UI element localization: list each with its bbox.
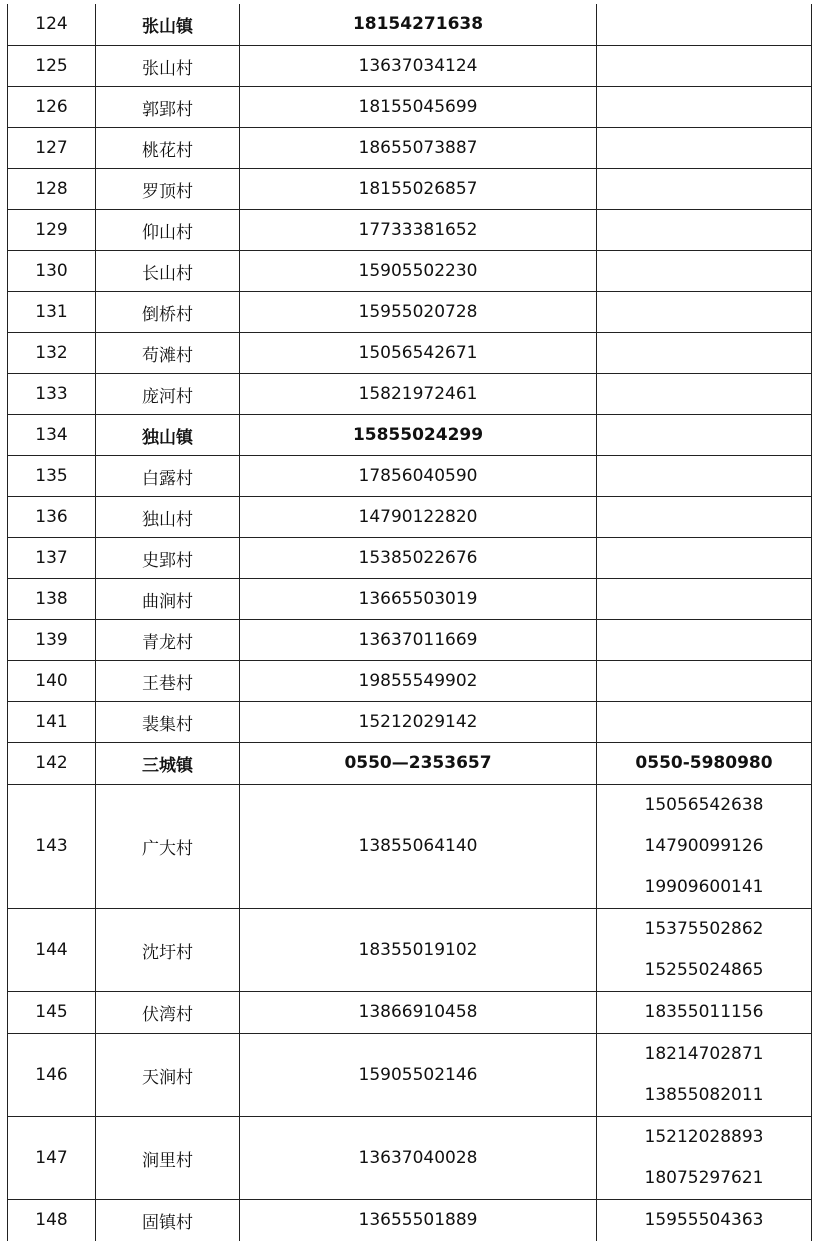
place-name-cell — [96, 619, 240, 660]
row-number: 131 — [8, 291, 96, 332]
row-number: 130 — [8, 250, 96, 291]
place-name: 桃花村 — [142, 140, 193, 161]
extra-phone-cell — [597, 291, 812, 332]
table-row — [8, 1033, 812, 1116]
extra-phone-cell — [597, 250, 812, 291]
table-row — [8, 537, 812, 578]
row-number: 145 — [8, 991, 96, 1033]
extra-phone-cell — [597, 414, 812, 455]
place-name-cell — [96, 86, 240, 127]
contact-table — [7, 4, 812, 1241]
extra-phone-cell — [597, 784, 812, 908]
table-row — [8, 701, 812, 742]
place-name: 史郢村 — [142, 550, 193, 571]
place-name-cell — [96, 373, 240, 414]
phone-number: 18355019102 — [240, 908, 597, 991]
place-name: 张山村 — [142, 58, 193, 79]
table-row — [8, 4, 812, 45]
table-body — [8, 4, 812, 1241]
place-name-cell — [96, 45, 240, 86]
row-number: 127 — [8, 127, 96, 168]
table-row — [8, 619, 812, 660]
table-row — [8, 455, 812, 496]
extra-phone-number: 14790099126 — [644, 835, 764, 856]
extra-phone-cell — [597, 1033, 812, 1116]
extra-phone-cell — [597, 373, 812, 414]
extra-phone-cell — [597, 578, 812, 619]
place-name: 裴集村 — [142, 714, 193, 735]
table-row — [8, 1199, 812, 1241]
place-name-cell — [96, 537, 240, 578]
phone-number: 0550—2353657 — [240, 742, 597, 784]
extra-phone-cell — [597, 660, 812, 701]
phone-number: 18155026857 — [240, 168, 597, 209]
phone-number: 13637034124 — [240, 45, 597, 86]
phone-number: 13637011669 — [240, 619, 597, 660]
table-row — [8, 991, 812, 1033]
extra-phone-cell — [597, 332, 812, 373]
place-name-cell — [96, 332, 240, 373]
extra-phone-cell — [597, 496, 812, 537]
extra-phone-cell — [597, 86, 812, 127]
phone-number: 17856040590 — [240, 455, 597, 496]
place-name: 青龙村 — [142, 632, 193, 653]
row-number: 129 — [8, 209, 96, 250]
place-name-cell — [96, 660, 240, 701]
place-name-cell — [96, 209, 240, 250]
phone-number: 17733381652 — [240, 209, 597, 250]
extra-phone-number: 15375502862 — [644, 918, 764, 939]
place-name: 倒桥村 — [142, 304, 193, 325]
table-row — [8, 45, 812, 86]
place-name: 独山镇 — [142, 427, 193, 448]
row-number: 139 — [8, 619, 96, 660]
table-row — [8, 660, 812, 701]
place-name-cell — [96, 4, 240, 45]
phone-number: 18154271638 — [240, 4, 597, 45]
place-name-cell — [96, 701, 240, 742]
phone-number: 14790122820 — [240, 496, 597, 537]
place-name: 天涧村 — [142, 1067, 193, 1088]
extra-phone-cell — [597, 127, 812, 168]
table-row — [8, 250, 812, 291]
extra-phone-cell — [597, 991, 812, 1033]
row-number: 144 — [8, 908, 96, 991]
row-number: 124 — [8, 4, 96, 45]
extra-phone-number: 13855082011 — [644, 1084, 764, 1105]
row-number: 132 — [8, 332, 96, 373]
extra-phone-cell — [597, 1116, 812, 1199]
extra-phone-cell — [597, 4, 812, 45]
place-name: 三城镇 — [142, 756, 193, 776]
place-name: 庞河村 — [142, 386, 193, 407]
place-name: 固镇村 — [142, 1213, 193, 1233]
extra-phone-cell — [597, 742, 812, 784]
extra-phone-number: 15212028893 — [644, 1126, 764, 1147]
place-name-cell — [96, 742, 240, 784]
table-row — [8, 908, 812, 991]
place-name: 沈圩村 — [142, 942, 193, 963]
extra-phone-cell — [597, 908, 812, 991]
row-number: 135 — [8, 455, 96, 496]
row-number: 137 — [8, 537, 96, 578]
place-name-cell — [96, 414, 240, 455]
place-name-cell — [96, 908, 240, 991]
place-name-cell — [96, 1199, 240, 1241]
phone-number: 13637040028 — [240, 1116, 597, 1199]
place-name-cell — [96, 127, 240, 168]
row-number: 148 — [8, 1199, 96, 1241]
row-number: 134 — [8, 414, 96, 455]
phone-number: 15056542671 — [240, 332, 597, 373]
phone-number: 13655501889 — [240, 1199, 597, 1241]
phone-number: 15905502230 — [240, 250, 597, 291]
place-name-cell — [96, 1116, 240, 1199]
place-name: 白露村 — [142, 468, 193, 489]
place-name-cell — [96, 250, 240, 291]
phone-number: 15385022676 — [240, 537, 597, 578]
place-name: 苟滩村 — [142, 345, 193, 366]
place-name-cell — [96, 496, 240, 537]
table-row — [8, 127, 812, 168]
place-name-cell — [96, 991, 240, 1033]
extra-phone-cell — [597, 619, 812, 660]
phone-number: 15905502146 — [240, 1033, 597, 1116]
table-row — [8, 332, 812, 373]
place-name-cell — [96, 784, 240, 908]
row-number: 143 — [8, 784, 96, 908]
extra-phone-number: 18214702871 — [644, 1043, 764, 1064]
extra-phone-number: 19909600141 — [644, 876, 764, 897]
table-row — [8, 291, 812, 332]
table-row — [8, 578, 812, 619]
phone-number: 13855064140 — [240, 784, 597, 908]
row-number: 138 — [8, 578, 96, 619]
place-name: 涧里村 — [142, 1150, 193, 1171]
place-name: 王巷村 — [142, 673, 193, 694]
phone-number: 13866910458 — [240, 991, 597, 1033]
phone-number: 19855549902 — [240, 660, 597, 701]
table-row — [8, 86, 812, 127]
row-number: 133 — [8, 373, 96, 414]
phone-number: 18155045699 — [240, 86, 597, 127]
place-name: 长山村 — [142, 263, 193, 284]
place-name: 仰山村 — [142, 222, 193, 243]
phone-number: 15212029142 — [240, 701, 597, 742]
phone-number: 18655073887 — [240, 127, 597, 168]
place-name: 罗顶村 — [142, 181, 193, 202]
row-number: 136 — [8, 496, 96, 537]
place-name: 独山村 — [142, 509, 193, 530]
extra-phone-number: 0550-5980980 — [635, 752, 773, 773]
row-number: 126 — [8, 86, 96, 127]
place-name: 广大村 — [142, 839, 193, 859]
extra-phone-cell — [597, 1199, 812, 1241]
table-row — [8, 168, 812, 209]
table-row — [8, 1116, 812, 1199]
table-row — [8, 209, 812, 250]
table-row — [8, 414, 812, 455]
row-number: 146 — [8, 1033, 96, 1116]
table-row — [8, 496, 812, 537]
place-name-cell — [96, 1033, 240, 1116]
extra-phone-number: 18355011156 — [644, 1001, 764, 1022]
table-row — [8, 784, 812, 908]
place-name-cell — [96, 578, 240, 619]
extra-phone-cell — [597, 45, 812, 86]
table-row — [8, 373, 812, 414]
place-name: 曲涧村 — [142, 591, 193, 612]
place-name: 张山镇 — [142, 17, 193, 38]
extra-phone-number: 18075297621 — [644, 1167, 764, 1188]
phone-number: 13665503019 — [240, 578, 597, 619]
row-number: 125 — [8, 45, 96, 86]
extra-phone-number: 15255024865 — [644, 959, 764, 980]
row-number: 147 — [8, 1116, 96, 1199]
extra-phone-number: 15056542638 — [644, 794, 764, 815]
place-name-cell — [96, 168, 240, 209]
row-number: 128 — [8, 168, 96, 209]
extra-phone-cell — [597, 168, 812, 209]
extra-phone-number: 15955504363 — [644, 1209, 764, 1230]
phone-number: 15855024299 — [240, 414, 597, 455]
place-name-cell — [96, 291, 240, 332]
extra-phone-cell — [597, 537, 812, 578]
place-name: 郭郢村 — [142, 99, 193, 120]
row-number: 142 — [8, 742, 96, 784]
place-name: 伏湾村 — [142, 1005, 193, 1025]
extra-phone-cell — [597, 701, 812, 742]
row-number: 140 — [8, 660, 96, 701]
extra-phone-cell — [597, 209, 812, 250]
extra-phone-cell — [597, 455, 812, 496]
phone-number: 15955020728 — [240, 291, 597, 332]
table-row — [8, 742, 812, 784]
row-number: 141 — [8, 701, 96, 742]
place-name-cell — [96, 455, 240, 496]
phone-number: 15821972461 — [240, 373, 597, 414]
